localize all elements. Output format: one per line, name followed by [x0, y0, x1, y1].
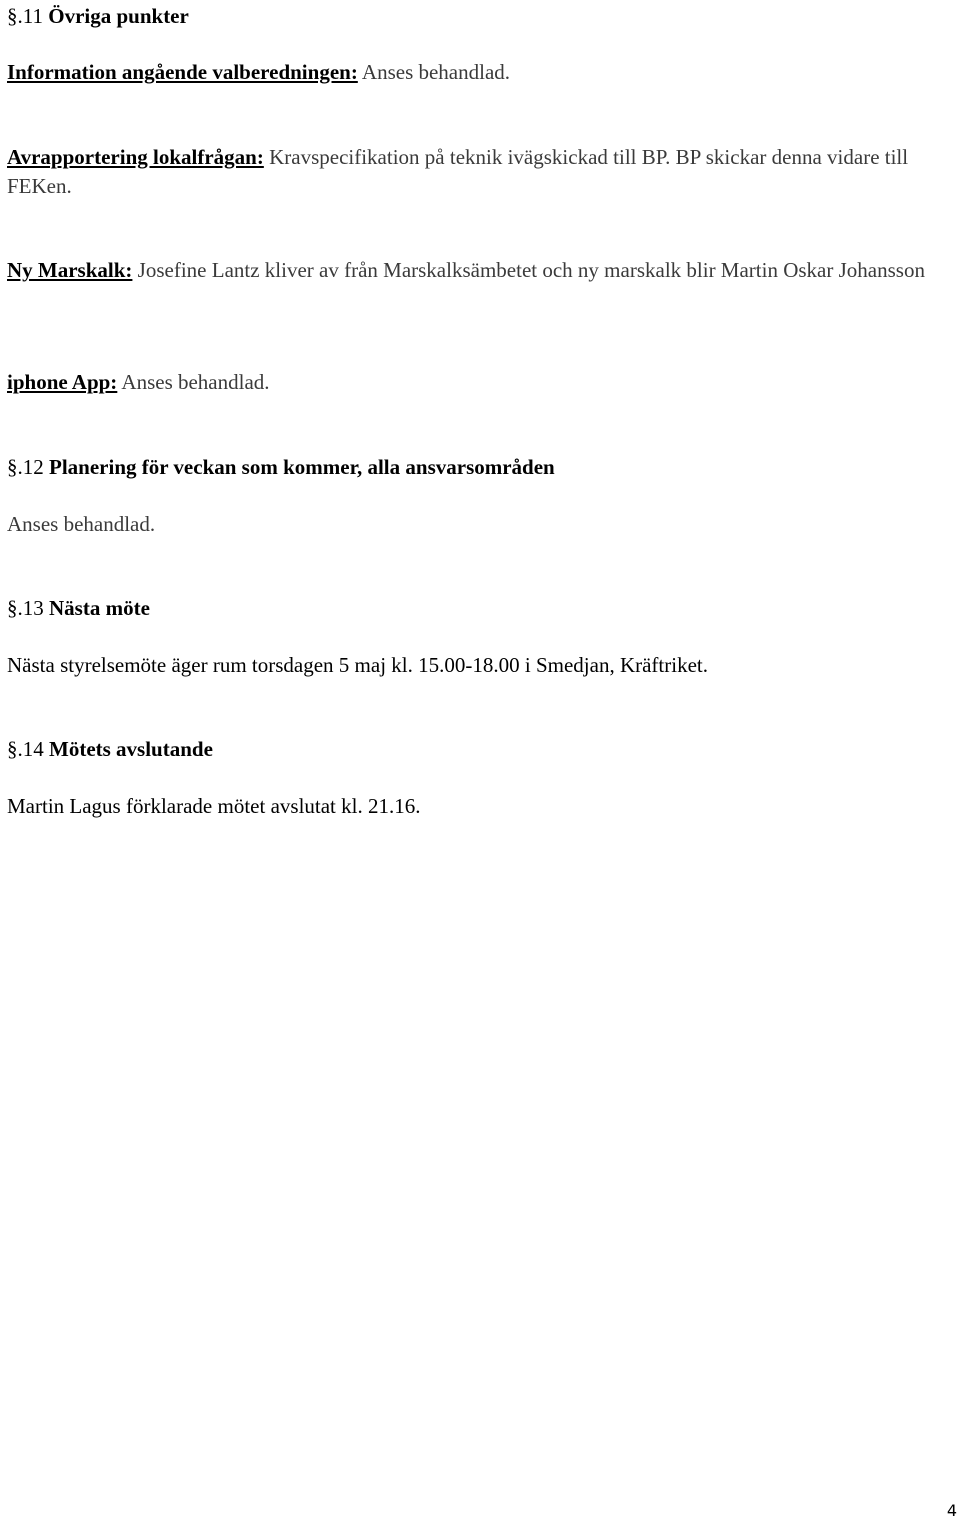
item-valberedningen	[7, 58, 952, 87]
section-13-heading	[7, 594, 150, 623]
item-lokalfragan	[7, 143, 952, 201]
item-lokalfragan-label: Avrapportering lokalfrågan:	[7, 145, 264, 169]
section-14-number: §.14	[7, 737, 44, 761]
item-valberedningen-label: Information angående valberedningen:	[7, 60, 358, 84]
section-13-number: §.13	[7, 596, 44, 620]
section-12-heading	[7, 453, 555, 482]
section-13-title: Nästa möte	[49, 596, 150, 620]
section-14-text: Martin Lagus förklarade mötet avslutat kl. 21.16.	[7, 794, 421, 818]
section-12-text: Anses behandlad.	[7, 512, 156, 536]
section-11-number: §.11	[7, 4, 43, 28]
item-marskalk-text: Josefine Lantz kliver av från Marskalksämbetet och ny marskalk blir Martin Oskar Johansson	[132, 258, 925, 282]
section-12-title: Planering för veckan som kommer, alla ansvarsområden	[49, 455, 555, 479]
page-number: 4	[946, 1501, 957, 1520]
section-14-heading	[7, 735, 213, 764]
item-iphone-app-text: Anses behandlad.	[117, 370, 270, 394]
item-iphone-app-label: iphone App:	[7, 370, 118, 394]
section-12-number: §.12	[7, 455, 44, 479]
section-11-heading	[7, 2, 189, 31]
item-lokalfragan-text: Kravspecifikation på teknik ivägskickad till BP. BP skickar denna vidare till FEKen.	[7, 145, 909, 198]
section-13-text: Nästa styrelsemöte äger rum torsdagen 5 maj kl. 15.00-18.00 i Smedjan, Kräftriket.	[7, 653, 708, 677]
section-14-title: Mötets avslutande	[49, 737, 213, 761]
item-valberedningen-text: Anses behandlad.	[357, 60, 511, 84]
section-11-title: Övriga punkter	[48, 4, 189, 28]
item-marskalk-label: Ny Marskalk:	[7, 258, 133, 282]
item-marskalk	[7, 256, 952, 285]
item-iphone-app	[7, 368, 952, 397]
